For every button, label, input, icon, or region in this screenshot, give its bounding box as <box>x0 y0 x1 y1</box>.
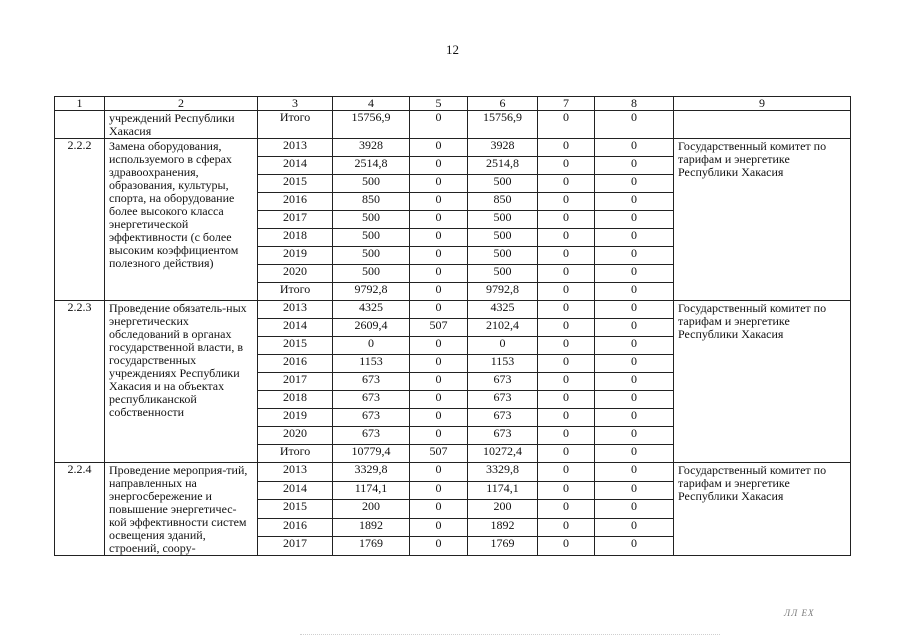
responsible-cell <box>674 111 851 139</box>
year-cell: Итого <box>258 111 333 139</box>
value-cell-c8: 0 <box>595 247 674 265</box>
value-cell-c4: 1174,1 <box>333 481 410 500</box>
item-description-cell: Проведение мероприя-тий, направленных на энергосбережение и повышение энергетичес-кой эффективности систем освещения зданий, строений, соору- <box>105 463 258 556</box>
value-cell-c5: 0 <box>410 265 468 283</box>
value-cell-c6: 9792,8 <box>468 283 538 301</box>
value-cell-c7: 0 <box>538 481 595 500</box>
scan-artifact-line <box>300 634 720 636</box>
value-cell-c4: 673 <box>333 409 410 427</box>
value-cell-c5: 0 <box>410 301 468 319</box>
value-cell-c5: 0 <box>410 111 468 139</box>
value-cell-c5: 0 <box>410 283 468 301</box>
column-number: 7 <box>538 97 595 111</box>
year-cell: 2013 <box>258 463 333 482</box>
item-description-cell: Замена оборудования, используемого в сферах здравоохранения, образования, культуры, спорта, на оборудование более высокого класса энергетической эффективности (с более высоким коэффициентом полезного действия) <box>105 139 258 301</box>
value-cell-c6: 1153 <box>468 355 538 373</box>
value-cell-c8: 0 <box>595 111 674 139</box>
table-row <box>55 111 851 139</box>
value-cell-c7: 0 <box>538 175 595 193</box>
year-cell: 2014 <box>258 319 333 337</box>
value-cell-c4: 1769 <box>333 537 410 556</box>
value-cell-c5: 0 <box>410 427 468 445</box>
value-cell-c7: 0 <box>538 211 595 229</box>
value-cell-c8: 0 <box>595 157 674 175</box>
value-cell-c5: 0 <box>410 481 468 500</box>
value-cell-c8: 0 <box>595 481 674 500</box>
year-cell: 2017 <box>258 373 333 391</box>
value-cell-c8: 0 <box>595 355 674 373</box>
table-row <box>55 463 851 482</box>
value-cell-c6: 2514,8 <box>468 157 538 175</box>
value-cell-c4: 500 <box>333 229 410 247</box>
value-cell-c4: 3928 <box>333 139 410 157</box>
value-cell-c6: 850 <box>468 193 538 211</box>
table-row <box>55 301 851 319</box>
year-cell: Итого <box>258 445 333 463</box>
year-cell: 2016 <box>258 193 333 211</box>
value-cell-c8: 0 <box>595 537 674 556</box>
value-cell-c5: 0 <box>410 463 468 482</box>
value-cell-c6: 1769 <box>468 537 538 556</box>
page-number: 12 <box>446 42 459 57</box>
program-table <box>54 96 851 556</box>
year-cell: 2018 <box>258 229 333 247</box>
value-cell-c7: 0 <box>538 283 595 301</box>
value-cell-c5: 0 <box>410 175 468 193</box>
value-cell-c5: 0 <box>410 355 468 373</box>
value-cell-c8: 0 <box>595 319 674 337</box>
value-cell-c6: 500 <box>468 175 538 193</box>
value-cell-c4: 850 <box>333 193 410 211</box>
value-cell-c4: 1892 <box>333 518 410 537</box>
column-number-row <box>55 97 851 111</box>
table-body <box>55 97 851 556</box>
value-cell-c4: 3329,8 <box>333 463 410 482</box>
value-cell-c7: 0 <box>538 301 595 319</box>
year-cell: 2020 <box>258 427 333 445</box>
value-cell-c8: 0 <box>595 211 674 229</box>
column-number: 1 <box>55 97 105 111</box>
value-cell-c5: 0 <box>410 337 468 355</box>
value-cell-c6: 673 <box>468 409 538 427</box>
value-cell-c7: 0 <box>538 193 595 211</box>
value-cell-c5: 0 <box>410 229 468 247</box>
column-number: 6 <box>468 97 538 111</box>
responsible-cell: Государственный комитет по тарифам и энергетике Республики Хакасия <box>674 139 851 301</box>
value-cell-c6: 0 <box>468 337 538 355</box>
value-cell-c6: 15756,9 <box>468 111 538 139</box>
year-cell: 2019 <box>258 409 333 427</box>
year-cell: 2018 <box>258 391 333 409</box>
value-cell-c7: 0 <box>538 427 595 445</box>
value-cell-c7: 0 <box>538 229 595 247</box>
value-cell-c7: 0 <box>538 500 595 519</box>
value-cell-c5: 0 <box>410 211 468 229</box>
year-cell: 2016 <box>258 518 333 537</box>
value-cell-c5: 507 <box>410 319 468 337</box>
item-code-cell <box>55 111 105 139</box>
column-number: 3 <box>258 97 333 111</box>
value-cell-c5: 0 <box>410 373 468 391</box>
value-cell-c4: 4325 <box>333 301 410 319</box>
column-number: 5 <box>410 97 468 111</box>
value-cell-c6: 4325 <box>468 301 538 319</box>
value-cell-c4: 0 <box>333 337 410 355</box>
column-number: 2 <box>105 97 258 111</box>
value-cell-c8: 0 <box>595 265 674 283</box>
value-cell-c7: 0 <box>538 157 595 175</box>
value-cell-c5: 0 <box>410 247 468 265</box>
value-cell-c5: 0 <box>410 157 468 175</box>
item-code-cell: 2.2.3 <box>55 301 105 463</box>
value-cell-c6: 673 <box>468 427 538 445</box>
value-cell-c7: 0 <box>538 391 595 409</box>
value-cell-c8: 0 <box>595 500 674 519</box>
value-cell-c8: 0 <box>595 463 674 482</box>
value-cell-c8: 0 <box>595 391 674 409</box>
value-cell-c4: 2609,4 <box>333 319 410 337</box>
year-cell: 2015 <box>258 500 333 519</box>
value-cell-c4: 200 <box>333 500 410 519</box>
value-cell-c7: 0 <box>538 319 595 337</box>
value-cell-c6: 500 <box>468 265 538 283</box>
column-number: 8 <box>595 97 674 111</box>
item-code-cell: 2.2.2 <box>55 139 105 301</box>
value-cell-c4: 500 <box>333 175 410 193</box>
year-cell: 2014 <box>258 157 333 175</box>
value-cell-c8: 0 <box>595 373 674 391</box>
year-cell: 2014 <box>258 481 333 500</box>
value-cell-c7: 0 <box>538 139 595 157</box>
responsible-cell: Государственный комитет по тарифам и энергетике Республики Хакасия <box>674 301 851 463</box>
value-cell-c4: 2514,8 <box>333 157 410 175</box>
item-description-cell: Проведение обязатель-ных энергетических обследований в органах государственной власти, в государственных учреждениях Республики Хакасия и на объектах республиканской собственности <box>105 301 258 463</box>
value-cell-c4: 10779,4 <box>333 445 410 463</box>
value-cell-c8: 0 <box>595 427 674 445</box>
value-cell-c7: 0 <box>538 355 595 373</box>
value-cell-c6: 500 <box>468 247 538 265</box>
value-cell-c8: 0 <box>595 518 674 537</box>
value-cell-c8: 0 <box>595 175 674 193</box>
value-cell-c5: 0 <box>410 500 468 519</box>
value-cell-c8: 0 <box>595 139 674 157</box>
value-cell-c5: 0 <box>410 409 468 427</box>
column-number: 9 <box>674 97 851 111</box>
year-cell: 2013 <box>258 301 333 319</box>
value-cell-c6: 10272,4 <box>468 445 538 463</box>
year-cell: 2019 <box>258 247 333 265</box>
value-cell-c4: 673 <box>333 373 410 391</box>
value-cell-c7: 0 <box>538 373 595 391</box>
value-cell-c4: 673 <box>333 391 410 409</box>
value-cell-c7: 0 <box>538 337 595 355</box>
table-row <box>55 139 851 157</box>
value-cell-c6: 673 <box>468 391 538 409</box>
value-cell-c7: 0 <box>538 445 595 463</box>
value-cell-c5: 0 <box>410 518 468 537</box>
value-cell-c4: 500 <box>333 247 410 265</box>
year-cell: 2017 <box>258 211 333 229</box>
value-cell-c8: 0 <box>595 229 674 247</box>
value-cell-c8: 0 <box>595 337 674 355</box>
value-cell-c8: 0 <box>595 409 674 427</box>
value-cell-c7: 0 <box>538 111 595 139</box>
value-cell-c5: 0 <box>410 139 468 157</box>
value-cell-c7: 0 <box>538 409 595 427</box>
value-cell-c6: 500 <box>468 229 538 247</box>
value-cell-c6: 673 <box>468 373 538 391</box>
footer-mark: ЛЛ ЕХ <box>784 608 815 618</box>
year-cell: 2016 <box>258 355 333 373</box>
item-description-cell: учреждений Республики Хакасия <box>105 111 258 139</box>
value-cell-c7: 0 <box>538 463 595 482</box>
value-cell-c4: 500 <box>333 265 410 283</box>
value-cell-c7: 0 <box>538 518 595 537</box>
value-cell-c6: 500 <box>468 211 538 229</box>
value-cell-c4: 673 <box>333 427 410 445</box>
value-cell-c6: 2102,4 <box>468 319 538 337</box>
value-cell-c5: 0 <box>410 537 468 556</box>
year-cell: 2015 <box>258 175 333 193</box>
value-cell-c7: 0 <box>538 247 595 265</box>
responsible-cell: Государственный комитет по тарифам и энергетике Республики Хакасия <box>674 463 851 556</box>
value-cell-c5: 0 <box>410 193 468 211</box>
value-cell-c8: 0 <box>595 301 674 319</box>
value-cell-c7: 0 <box>538 537 595 556</box>
value-cell-c6: 1174,1 <box>468 481 538 500</box>
value-cell-c8: 0 <box>595 283 674 301</box>
value-cell-c4: 500 <box>333 211 410 229</box>
value-cell-c4: 15756,9 <box>333 111 410 139</box>
column-number: 4 <box>333 97 410 111</box>
value-cell-c4: 1153 <box>333 355 410 373</box>
year-cell: Итого <box>258 283 333 301</box>
value-cell-c6: 3928 <box>468 139 538 157</box>
value-cell-c6: 3329,8 <box>468 463 538 482</box>
value-cell-c6: 200 <box>468 500 538 519</box>
value-cell-c8: 0 <box>595 445 674 463</box>
value-cell-c6: 1892 <box>468 518 538 537</box>
value-cell-c4: 9792,8 <box>333 283 410 301</box>
item-code-cell: 2.2.4 <box>55 463 105 556</box>
year-cell: 2013 <box>258 139 333 157</box>
value-cell-c8: 0 <box>595 193 674 211</box>
value-cell-c5: 507 <box>410 445 468 463</box>
year-cell: 2017 <box>258 537 333 556</box>
value-cell-c5: 0 <box>410 391 468 409</box>
year-cell: 2020 <box>258 265 333 283</box>
year-cell: 2015 <box>258 337 333 355</box>
value-cell-c7: 0 <box>538 265 595 283</box>
